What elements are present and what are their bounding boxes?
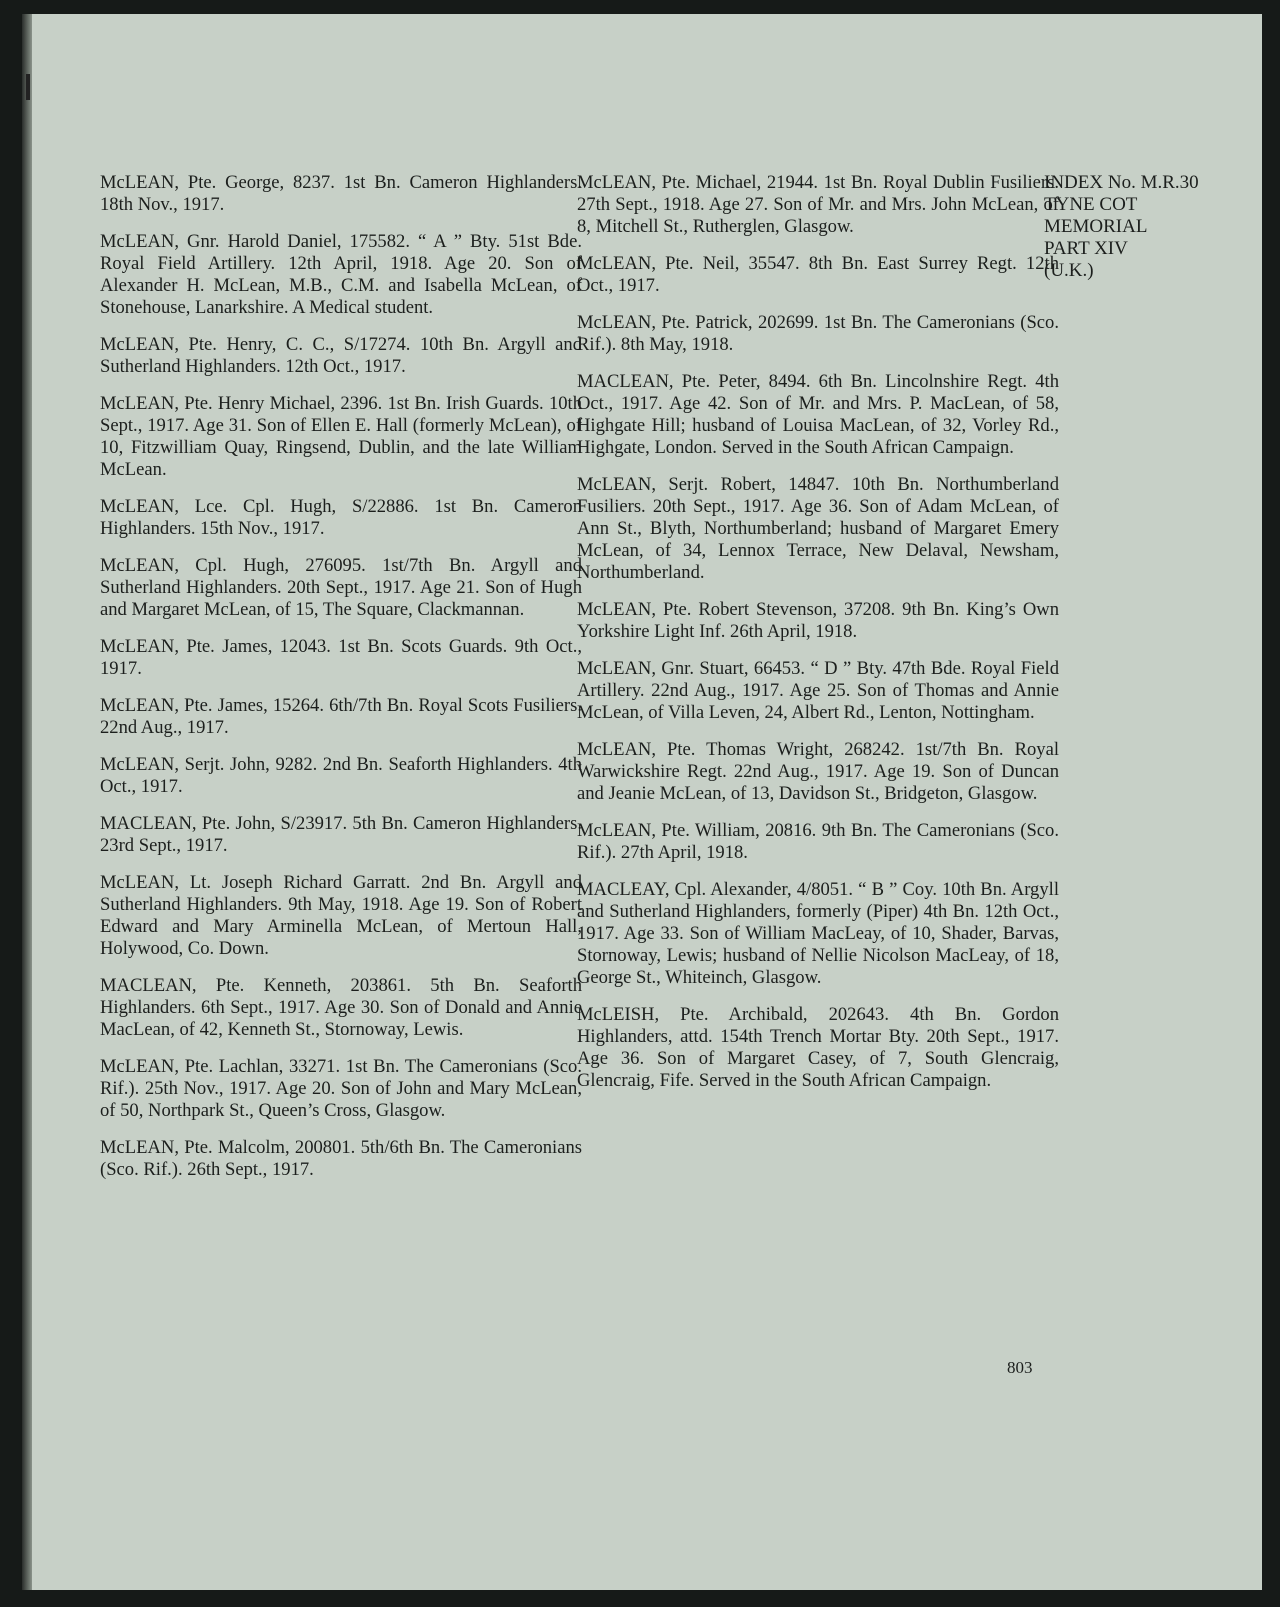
entries-column-left	[100, 172, 582, 1196]
memorial-entry: McLEAN, Pte. James, 15264. 6th/7th Bn. Royal Scots Fusiliers. 22nd Aug., 1917.	[100, 695, 582, 738]
memorial-entry: McLEAN, Pte. Robert Stevenson, 37208. 9th Bn. King’s Own Yorkshire Light Inf. 26th April, 1918.	[577, 599, 1059, 642]
memorial-entry: McLEAN, Pte. Henry, C. C., S/17274. 10th Bn. Argyll and Sutherland Highlanders. 12th Oct., 1917.	[100, 334, 582, 377]
part-label: PART XIV	[1044, 238, 1128, 259]
memorial-entry: McLEAN, Serjt. John, 9282. 2nd Bn. Seaforth Highlanders. 4th Oct., 1917.	[100, 754, 582, 797]
memorial-entry: McLEAN, Pte. Michael, 21944. 1st Bn. Royal Dublin Fusiliers. 27th Sept., 1918. Age 27. Son of Mr. and Mrs. John McLean, of 8, Mitchell St., Rutherglen, Glasgow.	[577, 172, 1059, 237]
memorial-entry: McLEAN, Pte. William, 20816. 9th Bn. The Cameronians (Sco. Rif.). 27th April, 1918.	[577, 820, 1059, 863]
index-number: INDEX No. M.R.30	[1044, 172, 1199, 193]
entries-column-right	[577, 172, 1059, 1107]
memorial-entry: McLEAN, Cpl. Hugh, 276095. 1st/7th Bn. Argyll and Sutherland Highlanders. 20th Sept., 1917. Age 21. Son of Hugh and Margaret McLean, of 15, The Square, Clackmannan.	[100, 555, 582, 620]
memorial-name-line1: TYNE COT	[1044, 194, 1138, 215]
memorial-entry: McLEAN, Pte. Lachlan, 33271. 1st Bn. The Cameronians (Sco. Rif.). 25th Nov., 1917. Age 20. Son of John and Mary McLean, of 50, Northpark St., Queen’s Cross, Glasgow.	[100, 1056, 582, 1121]
memorial-entry: McLEAN, Pte. Neil, 35547. 8th Bn. East Surrey Regt. 12th Oct., 1917.	[577, 253, 1059, 296]
index-header	[1044, 172, 1254, 282]
memorial-entry: McLEAN, Pte. Henry Michael, 2396. 1st Bn. Irish Guards. 10th Sept., 1917. Age 31. Son of Ellen E. Hall (formerly McLean), of 10, Fitzwilliam Quay, Ringsend, Dublin, and the late William McLean.	[100, 393, 582, 480]
memorial-entry: MACLEAN, Pte. John, S/23917. 5th Bn. Cameron Highlanders. 23rd Sept., 1917.	[100, 813, 582, 856]
memorial-entry: MACLEAN, Pte. Peter, 8494. 6th Bn. Lincolnshire Regt. 4th Oct., 1917. Age 42. Son of Mr. and Mrs. P. MacLean, of 58, Highgate Hill; husband of Louisa MacLean, of 32, Vorley Rd., Highgate, London. Served in the South African Campaign.	[577, 371, 1059, 458]
memorial-entry: McLEISH, Pte. Archibald, 202643. 4th Bn. Gordon Highlanders, attd. 154th Trench Mortar Bty. 20th Sept., 1917. Age 36. Son of Margaret Casey, of 7, South Glencraig, Glencraig, Fife. Served in the South African Campaign.	[577, 1004, 1059, 1091]
memorial-entry: McLEAN, Pte. Thomas Wright, 268242. 1st/7th Bn. Royal Warwickshire Regt. 22nd Aug., 1917. Age 19. Son of Duncan and Jeanie McLean, of 13, Davidson St., Bridgeton, Glasgow.	[577, 739, 1059, 804]
country-label: (U.K.)	[1044, 260, 1094, 281]
memorial-entry: McLEAN, Lce. Cpl. Hugh, S/22886. 1st Bn. Cameron Highlanders. 15th Nov., 1917.	[100, 496, 582, 539]
memorial-entry: MACLEAY, Cpl. Alexander, 4/8051. “ B ” Coy. 10th Bn. Argyll and Sutherland Highlanders, formerly (Piper) 4th Bn. 12th Oct., 1917. Age 33. Son of William MacLeay, of 10, Shader, Barvas, Stornoway, Lewis; husband of Nellie Nicolson MacLeay, of 18, George St., Whiteinch, Glasgow.	[577, 879, 1059, 988]
memorial-entry: McLEAN, Pte. Malcolm, 200801. 5th/6th Bn. The Cameronians (Sco. Rif.). 26th Sept., 1917.	[100, 1137, 582, 1180]
memorial-name-line2: MEMORIAL	[1044, 216, 1148, 237]
memorial-entry: McLEAN, Serjt. Robert, 14847. 10th Bn. Northumberland Fusiliers. 20th Sept., 1917. Age 36. Son of Adam McLean, of Ann St., Blyth, Northumberland; husband of Margaret Emery McLean, of 34, Lennox Terrace, New Delaval, Newsham, Northumberland.	[577, 474, 1059, 583]
memorial-entry: McLEAN, Lt. Joseph Richard Garratt. 2nd Bn. Argyll and Sutherland Highlanders. 9th May, 1918. Age 19. Son of Robert Edward and Mary Arminella McLean, of Mertoun Hall, Holywood, Co. Down.	[100, 872, 582, 959]
memorial-entry: McLEAN, Gnr. Stuart, 66453. “ D ” Bty. 47th Bde. Royal Field Artillery. 22nd Aug., 1917. Age 25. Son of Thomas and Annie McLean, of Villa Leven, 24, Albert Rd., Lenton, Nottingham.	[577, 658, 1059, 723]
memorial-entry: McLEAN, Pte. James, 12043. 1st Bn. Scots Guards. 9th Oct., 1917.	[100, 636, 582, 679]
memorial-entry: MACLEAN, Pte. Kenneth, 203861. 5th Bn. Seaforth Highlanders. 6th Sept., 1917. Age 30. Son of Donald and Annie MacLean, of 42, Kenneth St., Stornoway, Lewis.	[100, 975, 582, 1040]
binding-gutter	[22, 14, 32, 1590]
document-page	[22, 14, 1262, 1590]
page-number: 803	[1007, 1358, 1033, 1377]
memorial-entry: McLEAN, Pte. George, 8237. 1st Bn. Cameron Highlanders. 18th Nov., 1917.	[100, 172, 582, 215]
memorial-entry: McLEAN, Pte. Patrick, 202699. 1st Bn. The Cameronians (Sco. Rif.). 8th May, 1918.	[577, 312, 1059, 355]
margin-mark	[26, 74, 30, 100]
memorial-entry: McLEAN, Gnr. Harold Daniel, 175582. “ A ” Bty. 51st Bde. Royal Field Artillery. 12th April, 1918. Age 20. Son of Alexander H. McLean, M.B., C.M. and Isabella McLean, of Stonehouse, Lanarkshire. A Medical student.	[100, 231, 582, 318]
